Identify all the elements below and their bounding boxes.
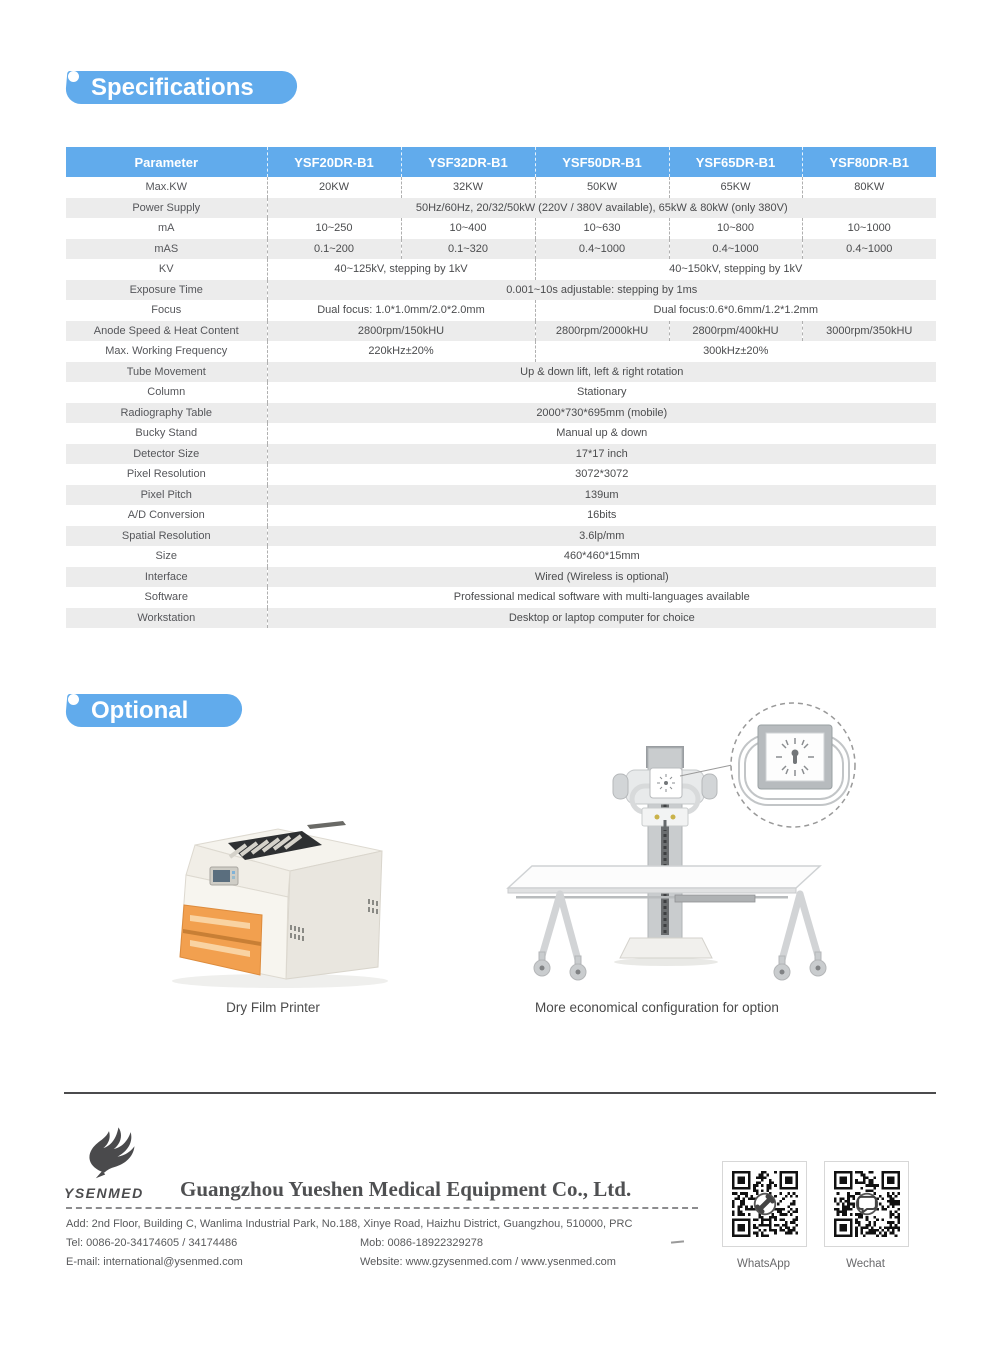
table-cell: Dual focus: 1.0*1.0mm/2.0*2.0mm bbox=[267, 300, 535, 321]
table-cell: 10~800 bbox=[669, 218, 802, 239]
row-label: Workstation bbox=[137, 611, 196, 624]
tel-text: Tel: 0086-20-34174605 / 34174486 bbox=[66, 1237, 238, 1249]
table-row bbox=[66, 608, 936, 629]
table-row bbox=[66, 444, 936, 465]
section-title: Specifications bbox=[91, 74, 254, 101]
table-cell: 80KW bbox=[802, 177, 936, 198]
table-cell: 460*460*15mm bbox=[267, 546, 936, 567]
table-row bbox=[66, 464, 936, 485]
row-label: Radiography Table bbox=[120, 406, 213, 419]
table-cell: 0.4~1000 bbox=[802, 239, 936, 260]
table-row bbox=[66, 259, 936, 280]
row-label: Tube Movement bbox=[126, 365, 206, 378]
stray-mark bbox=[671, 1240, 684, 1243]
swan-logo-icon bbox=[76, 1118, 142, 1182]
column-header: YSF65DR-B1 bbox=[669, 147, 802, 177]
row-label: Max.KW bbox=[145, 181, 188, 194]
qr-label: WhatsApp bbox=[736, 1258, 791, 1270]
table-cell: 10~1000 bbox=[802, 218, 936, 239]
table-row bbox=[66, 239, 936, 260]
table-row bbox=[66, 567, 936, 588]
row-label: Software bbox=[144, 591, 188, 604]
table-cell: 0.4~1000 bbox=[535, 239, 669, 260]
website-text: Website: www.gzysenmed.com / www.ysenmed.com bbox=[360, 1256, 616, 1268]
column-header: YSF50DR-B1 bbox=[535, 147, 669, 177]
table-cell: 65KW bbox=[669, 177, 802, 198]
table-row bbox=[66, 218, 936, 239]
row-label: Anode Speed & Heat Content bbox=[93, 324, 239, 337]
table-cell: 139um bbox=[267, 485, 936, 506]
row-label: mA bbox=[158, 222, 175, 235]
table-cell: 3072*3072 bbox=[267, 464, 936, 485]
machine-caption: More economical configuration for option bbox=[535, 1000, 779, 1015]
table-cell: 50KW bbox=[535, 177, 669, 198]
table-row bbox=[66, 546, 936, 567]
column-header: YSF80DR-B1 bbox=[802, 147, 936, 177]
table-row bbox=[66, 587, 936, 608]
table-cell: 2000*730*695mm (mobile) bbox=[267, 403, 936, 424]
table-cell: 2800rpm/2000kHU bbox=[535, 321, 669, 342]
table-cell: 10~400 bbox=[401, 218, 535, 239]
table-cell: 0.1~320 bbox=[401, 239, 535, 260]
table-cell: Manual up & down bbox=[267, 423, 936, 444]
table-row bbox=[66, 505, 936, 526]
footer-divider bbox=[64, 1092, 936, 1094]
table-row bbox=[66, 280, 936, 301]
table-row bbox=[66, 526, 936, 547]
row-label: Max. Working Frequency bbox=[105, 345, 228, 358]
table-cell: 32KW bbox=[401, 177, 535, 198]
table-row bbox=[66, 341, 936, 362]
row-label: Size bbox=[155, 550, 177, 563]
qr-label: Wechat bbox=[846, 1258, 885, 1270]
table-row bbox=[66, 362, 936, 383]
table-cell: 0.1~200 bbox=[267, 239, 401, 260]
spec-table bbox=[66, 147, 936, 628]
badge-dot-icon bbox=[68, 71, 79, 82]
table-row bbox=[66, 198, 936, 219]
badge-dot-icon bbox=[68, 694, 79, 705]
wechat-qr-code bbox=[824, 1161, 909, 1247]
table-cell: 10~630 bbox=[535, 218, 669, 239]
row-label: Pixel Resolution bbox=[126, 468, 206, 481]
email-text: E-mail: international@ysenmed.com bbox=[66, 1256, 243, 1268]
optional-badge bbox=[66, 694, 242, 727]
row-label: Focus bbox=[151, 304, 182, 317]
specifications-badge bbox=[66, 71, 297, 104]
column-header: YSF32DR-B1 bbox=[401, 147, 535, 177]
table-cell: 16bits bbox=[267, 505, 936, 526]
table-cell: 10~250 bbox=[267, 218, 401, 239]
table-cell: 300kHz±20% bbox=[535, 341, 936, 362]
mob-text: Mob: 0086-18922329278 bbox=[360, 1237, 483, 1249]
table-cell: Up & down lift, left & right rotation bbox=[267, 362, 936, 383]
address-text: Add: 2nd Floor, Building C, Wanlima Industrial Park, No.188, Xinye Road, Haizhu District, Guangzhou, 510000, PRC bbox=[66, 1218, 633, 1230]
table-row bbox=[66, 321, 936, 342]
whatsapp-qr-code bbox=[722, 1161, 807, 1247]
section-title: Optional bbox=[91, 697, 189, 724]
table-cell: 0.4~1000 bbox=[669, 239, 802, 260]
table-cell: 20KW bbox=[267, 177, 401, 198]
table-row bbox=[66, 177, 936, 198]
table-cell: 17*17 inch bbox=[267, 444, 936, 465]
row-label: Column bbox=[147, 386, 186, 399]
row-label: A/D Conversion bbox=[127, 509, 205, 522]
table-cell: 50Hz/60Hz, 20/32/50kW (220V / 380V available), 65kW & 80kW (only 380V) bbox=[267, 198, 936, 219]
row-label: Spatial Resolution bbox=[121, 529, 211, 542]
row-label: Bucky Stand bbox=[135, 427, 198, 440]
table-row bbox=[66, 382, 936, 403]
dry-film-printer-image bbox=[150, 805, 420, 995]
table-cell: 40~150kV, stepping by 1kV bbox=[535, 259, 936, 280]
row-label: Power Supply bbox=[132, 201, 201, 214]
logo-text: YSENMED bbox=[64, 1185, 144, 1201]
company-name: Guangzhou Yueshen Medical Equipment Co., Ltd. bbox=[180, 1177, 632, 1201]
table-row bbox=[66, 485, 936, 506]
row-label: mAS bbox=[154, 242, 179, 255]
table-row bbox=[66, 423, 936, 444]
table-cell: 0.001~10s adjustable: stepping by 1ms bbox=[267, 280, 936, 301]
table-row bbox=[66, 300, 936, 321]
table-cell: 2800rpm/400kHU bbox=[669, 321, 802, 342]
row-label: Exposure Time bbox=[129, 283, 203, 296]
footer-dashed-divider bbox=[66, 1207, 698, 1209]
xray-machine-image bbox=[480, 690, 880, 1000]
table-cell: Wired (Wireless is optional) bbox=[267, 567, 936, 588]
table-cell: 3.6lp/mm bbox=[267, 526, 936, 547]
printer-caption: Dry Film Printer bbox=[226, 1000, 320, 1015]
table-cell: Dual focus:0.6*0.6mm/1.2*1.2mm bbox=[535, 300, 936, 321]
table-cell: 40~125kV, stepping by 1kV bbox=[267, 259, 535, 280]
column-header: YSF20DR-B1 bbox=[267, 147, 401, 177]
table-cell: 2800rpm/150kHU bbox=[267, 321, 535, 342]
table-cell: Professional medical software with multi-languages available bbox=[267, 587, 936, 608]
row-label: Interface bbox=[144, 570, 188, 583]
row-label: KV bbox=[158, 263, 174, 276]
column-header: Parameter bbox=[66, 147, 267, 177]
table-cell: 220kHz±20% bbox=[267, 341, 535, 362]
row-label: Pixel Pitch bbox=[140, 488, 192, 501]
table-cell: Stationary bbox=[267, 382, 936, 403]
table-cell: 3000rpm/350kHU bbox=[802, 321, 936, 342]
row-label: Detector Size bbox=[133, 447, 200, 460]
table-row bbox=[66, 403, 936, 424]
table-cell: Desktop or laptop computer for choice bbox=[267, 608, 936, 629]
